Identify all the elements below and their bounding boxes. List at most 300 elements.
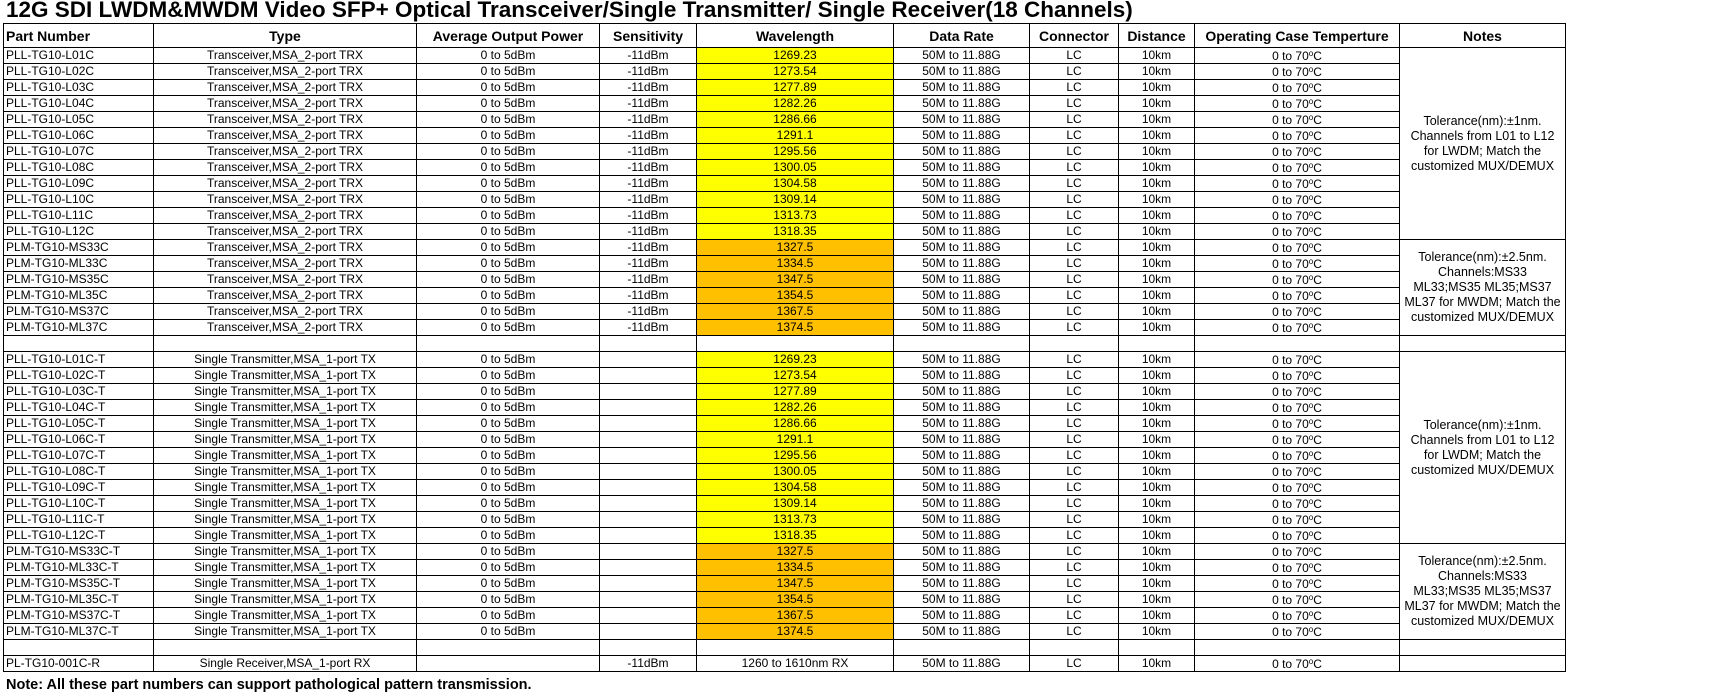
cell-part-number[interactable]: PLL-TG10-L03C bbox=[4, 80, 154, 96]
cell-type[interactable]: Single Transmitter,MSA_1-port TX bbox=[154, 576, 417, 592]
cell-sensitivity[interactable]: -11dBm bbox=[600, 304, 697, 320]
cell-type[interactable]: Single Transmitter,MSA_1-port TX bbox=[154, 464, 417, 480]
cell-connector[interactable]: LC bbox=[1030, 464, 1119, 480]
cell-data-rate[interactable]: 50M to 11.88G bbox=[894, 608, 1030, 624]
cell-type[interactable]: Transceiver,MSA_2-port TRX bbox=[154, 224, 417, 240]
cell-part-number[interactable]: PLM-TG10-ML33C bbox=[4, 256, 154, 272]
cell-wavelength[interactable]: 1334.5 bbox=[697, 560, 894, 576]
cell-distance[interactable]: 10km bbox=[1119, 416, 1195, 432]
cell-avg-output-power[interactable]: 0 to 5dBm bbox=[417, 112, 600, 128]
cell-distance[interactable]: 10km bbox=[1119, 256, 1195, 272]
cell-wavelength[interactable]: 1273.54 bbox=[697, 368, 894, 384]
header-connector[interactable]: Connector bbox=[1030, 24, 1119, 48]
cell-distance[interactable]: 10km bbox=[1119, 656, 1195, 672]
cell-connector[interactable]: LC bbox=[1030, 304, 1119, 320]
cell-data-rate[interactable]: 50M to 11.88G bbox=[894, 144, 1030, 160]
cell-data-rate[interactable]: 50M to 11.88G bbox=[894, 592, 1030, 608]
cell-sensitivity[interactable] bbox=[600, 400, 697, 416]
cell-wavelength[interactable]: 1286.66 bbox=[697, 416, 894, 432]
cell-operating-temp[interactable] bbox=[1195, 64, 1400, 80]
cell-operating-temp[interactable] bbox=[1195, 432, 1400, 448]
cell-type[interactable]: Transceiver,MSA_2-port TRX bbox=[154, 112, 417, 128]
cell-type[interactable]: Transceiver,MSA_2-port TRX bbox=[154, 240, 417, 256]
cell-avg-output-power[interactable]: 0 to 5dBm bbox=[417, 560, 600, 576]
cell-connector[interactable]: LC bbox=[1030, 432, 1119, 448]
cell-distance[interactable]: 10km bbox=[1119, 544, 1195, 560]
cell-connector[interactable]: LC bbox=[1030, 224, 1119, 240]
cell-sensitivity[interactable]: -11dBm bbox=[600, 160, 697, 176]
cell-connector[interactable]: LC bbox=[1030, 448, 1119, 464]
cell-connector[interactable]: LC bbox=[1030, 112, 1119, 128]
cell-avg-output-power[interactable]: 0 to 5dBm bbox=[417, 288, 600, 304]
cell-data-rate[interactable]: 50M to 11.88G bbox=[894, 560, 1030, 576]
cell-type[interactable]: Transceiver,MSA_2-port TRX bbox=[154, 128, 417, 144]
cell-operating-temp[interactable] bbox=[1195, 608, 1400, 624]
cell-data-rate[interactable]: 50M to 11.88G bbox=[894, 480, 1030, 496]
cell-data-rate[interactable]: 50M to 11.88G bbox=[894, 576, 1030, 592]
cell-data-rate[interactable]: 50M to 11.88G bbox=[894, 112, 1030, 128]
cell-connector[interactable]: LC bbox=[1030, 480, 1119, 496]
cell-sensitivity[interactable]: -11dBm bbox=[600, 80, 697, 96]
cell-avg-output-power[interactable]: 0 to 5dBm bbox=[417, 304, 600, 320]
cell-sensitivity[interactable]: -11dBm bbox=[600, 112, 697, 128]
cell-connector[interactable]: LC bbox=[1030, 144, 1119, 160]
cell-connector[interactable]: LC bbox=[1030, 208, 1119, 224]
cell-type[interactable]: Transceiver,MSA_2-port TRX bbox=[154, 80, 417, 96]
cell-part-number[interactable]: PLL-TG10-L02C bbox=[4, 64, 154, 80]
cell-data-rate[interactable]: 50M to 11.88G bbox=[894, 256, 1030, 272]
cell-wavelength[interactable]: 1327.5 bbox=[697, 544, 894, 560]
cell-type[interactable]: Single Transmitter,MSA_1-port TX bbox=[154, 544, 417, 560]
cell-sensitivity[interactable] bbox=[600, 416, 697, 432]
cell-data-rate[interactable]: 50M to 11.88G bbox=[894, 48, 1030, 64]
cell-type[interactable]: Single Transmitter,MSA_1-port TX bbox=[154, 624, 417, 640]
cell-data-rate[interactable]: 50M to 11.88G bbox=[894, 544, 1030, 560]
cell-connector[interactable]: LC bbox=[1030, 96, 1119, 112]
cell-sensitivity[interactable] bbox=[600, 512, 697, 528]
cell-part-number[interactable]: PLL-TG10-L12C bbox=[4, 224, 154, 240]
cell-avg-output-power[interactable]: 0 to 5dBm bbox=[417, 592, 600, 608]
cell-data-rate[interactable]: 50M to 11.88G bbox=[894, 496, 1030, 512]
cell-data-rate[interactable]: 50M to 11.88G bbox=[894, 368, 1030, 384]
cell-data-rate[interactable]: 50M to 11.88G bbox=[894, 432, 1030, 448]
header-wavelength[interactable]: Wavelength bbox=[697, 24, 894, 48]
cell-type[interactable]: Transceiver,MSA_2-port TRX bbox=[154, 96, 417, 112]
cell-data-rate[interactable]: 50M to 11.88G bbox=[894, 320, 1030, 336]
cell-distance[interactable]: 10km bbox=[1119, 112, 1195, 128]
cell-data-rate[interactable]: 50M to 11.88G bbox=[894, 448, 1030, 464]
cell-operating-temp[interactable] bbox=[1195, 480, 1400, 496]
cell-part-number[interactable]: PLM-TG10-ML33C-T bbox=[4, 560, 154, 576]
cell-operating-temp[interactable] bbox=[1195, 368, 1400, 384]
cell-operating-temp[interactable] bbox=[1195, 400, 1400, 416]
cell-type[interactable]: Transceiver,MSA_2-port TRX bbox=[154, 144, 417, 160]
cell-operating-temp[interactable] bbox=[1195, 624, 1400, 640]
header-type[interactable]: Type bbox=[154, 24, 417, 48]
cell-type[interactable]: Transceiver,MSA_2-port TRX bbox=[154, 176, 417, 192]
cell-avg-output-power[interactable]: 0 to 5dBm bbox=[417, 464, 600, 480]
cell-operating-temp[interactable] bbox=[1195, 448, 1400, 464]
cell-part-number[interactable]: PLM-TG10-ML37C-T bbox=[4, 624, 154, 640]
cell-wavelength[interactable]: 1291.1 bbox=[697, 432, 894, 448]
cell-operating-temp[interactable] bbox=[1195, 384, 1400, 400]
cell-part-number[interactable]: PLL-TG10-L01C bbox=[4, 48, 154, 64]
cell-distance[interactable]: 10km bbox=[1119, 608, 1195, 624]
cell-distance[interactable]: 10km bbox=[1119, 96, 1195, 112]
cell-wavelength[interactable]: 1269.23 bbox=[697, 352, 894, 368]
cell-type[interactable]: Single Transmitter,MSA_1-port TX bbox=[154, 592, 417, 608]
cell-data-rate[interactable]: 50M to 11.88G bbox=[894, 80, 1030, 96]
cell-operating-temp[interactable] bbox=[1195, 464, 1400, 480]
cell-wavelength[interactable]: 1300.05 bbox=[697, 464, 894, 480]
cell-part-number[interactable]: PLL-TG10-L12C-T bbox=[4, 528, 154, 544]
cell-wavelength[interactable]: 1327.5 bbox=[697, 240, 894, 256]
cell-distance[interactable]: 10km bbox=[1119, 496, 1195, 512]
cell-operating-temp[interactable] bbox=[1195, 304, 1400, 320]
cell-sensitivity[interactable]: -11dBm bbox=[600, 320, 697, 336]
cell-connector[interactable]: LC bbox=[1030, 384, 1119, 400]
cell-data-rate[interactable]: 50M to 11.88G bbox=[894, 464, 1030, 480]
cell-part-number[interactable]: PLM-TG10-MS35C-T bbox=[4, 576, 154, 592]
cell-avg-output-power[interactable]: 0 to 5dBm bbox=[417, 480, 600, 496]
cell-wavelength[interactable]: 1374.5 bbox=[697, 320, 894, 336]
cell-data-rate[interactable]: 50M to 11.88G bbox=[894, 416, 1030, 432]
cell-sensitivity[interactable]: -11dBm bbox=[600, 128, 697, 144]
cell-sensitivity[interactable] bbox=[600, 608, 697, 624]
cell-connector[interactable]: LC bbox=[1030, 656, 1119, 672]
cell-distance[interactable]: 10km bbox=[1119, 64, 1195, 80]
cell-connector[interactable]: LC bbox=[1030, 240, 1119, 256]
cell-avg-output-power[interactable]: 0 to 5dBm bbox=[417, 64, 600, 80]
cell-type[interactable]: Single Transmitter,MSA_1-port TX bbox=[154, 400, 417, 416]
cell-connector[interactable]: LC bbox=[1030, 160, 1119, 176]
cell-sensitivity[interactable] bbox=[600, 496, 697, 512]
cell-type[interactable]: Single Transmitter,MSA_1-port TX bbox=[154, 416, 417, 432]
cell-operating-temp[interactable] bbox=[1195, 320, 1400, 336]
cell-type[interactable]: Single Transmitter,MSA_1-port TX bbox=[154, 448, 417, 464]
cell-wavelength[interactable]: 1354.5 bbox=[697, 592, 894, 608]
cell-type[interactable]: Single Receiver,MSA_1-port RX bbox=[154, 656, 417, 672]
empty-cell[interactable] bbox=[1195, 640, 1400, 656]
cell-type[interactable]: Single Transmitter,MSA_1-port TX bbox=[154, 528, 417, 544]
cell-sensitivity[interactable] bbox=[600, 544, 697, 560]
cell-avg-output-power[interactable]: 0 to 5dBm bbox=[417, 624, 600, 640]
cell-sensitivity[interactable]: -11dBm bbox=[600, 208, 697, 224]
cell-part-number[interactable]: PLL-TG10-L05C-T bbox=[4, 416, 154, 432]
cell-wavelength[interactable]: 1309.14 bbox=[697, 192, 894, 208]
cell-avg-output-power[interactable]: 0 to 5dBm bbox=[417, 128, 600, 144]
cell-distance[interactable]: 10km bbox=[1119, 304, 1195, 320]
header-avg-output-power[interactable]: Average Output Power bbox=[417, 24, 600, 48]
cell-type[interactable]: Single Transmitter,MSA_1-port TX bbox=[154, 432, 417, 448]
empty-cell[interactable] bbox=[600, 640, 697, 656]
cell-data-rate[interactable]: 50M to 11.88G bbox=[894, 624, 1030, 640]
cell-wavelength[interactable]: 1354.5 bbox=[697, 288, 894, 304]
empty-cell[interactable] bbox=[1030, 336, 1119, 352]
header-part-number[interactable]: Part Number bbox=[4, 24, 154, 48]
cell-connector[interactable]: LC bbox=[1030, 368, 1119, 384]
cell-connector[interactable]: LC bbox=[1030, 128, 1119, 144]
cell-data-rate[interactable]: 50M to 11.88G bbox=[894, 128, 1030, 144]
cell-avg-output-power[interactable] bbox=[417, 656, 600, 672]
cell-distance[interactable]: 10km bbox=[1119, 480, 1195, 496]
cell-operating-temp[interactable] bbox=[1195, 128, 1400, 144]
cell-part-number[interactable]: PLL-TG10-L06C bbox=[4, 128, 154, 144]
cell-connector[interactable]: LC bbox=[1030, 560, 1119, 576]
cell-distance[interactable]: 10km bbox=[1119, 624, 1195, 640]
cell-operating-temp[interactable] bbox=[1195, 512, 1400, 528]
cell-sensitivity[interactable] bbox=[600, 432, 697, 448]
cell-avg-output-power[interactable]: 0 to 5dBm bbox=[417, 144, 600, 160]
cell-wavelength[interactable]: 1291.1 bbox=[697, 128, 894, 144]
cell-avg-output-power[interactable]: 0 to 5dBm bbox=[417, 240, 600, 256]
cell-operating-temp[interactable] bbox=[1195, 176, 1400, 192]
cell-type[interactable]: Transceiver,MSA_2-port TRX bbox=[154, 304, 417, 320]
cell-distance[interactable]: 10km bbox=[1119, 288, 1195, 304]
cell-avg-output-power[interactable]: 0 to 5dBm bbox=[417, 528, 600, 544]
cell-part-number[interactable]: PLL-TG10-L03C-T bbox=[4, 384, 154, 400]
cell-data-rate[interactable]: 50M to 11.88G bbox=[894, 656, 1030, 672]
cell-sensitivity[interactable] bbox=[600, 480, 697, 496]
cell-part-number[interactable]: PLM-TG10-MS35C bbox=[4, 272, 154, 288]
cell-data-rate[interactable]: 50M to 11.88G bbox=[894, 512, 1030, 528]
cell-sensitivity[interactable]: -11dBm bbox=[600, 144, 697, 160]
cell-sensitivity[interactable] bbox=[600, 592, 697, 608]
cell-data-rate[interactable]: 50M to 11.88G bbox=[894, 224, 1030, 240]
cell-data-rate[interactable]: 50M to 11.88G bbox=[894, 240, 1030, 256]
empty-cell[interactable] bbox=[154, 336, 417, 352]
cell-part-number[interactable]: PLL-TG10-L09C-T bbox=[4, 480, 154, 496]
cell-avg-output-power[interactable]: 0 to 5dBm bbox=[417, 320, 600, 336]
cell-part-number[interactable]: PL-TG10-001C-R bbox=[4, 656, 154, 672]
empty-cell[interactable] bbox=[4, 336, 154, 352]
cell-distance[interactable]: 10km bbox=[1119, 240, 1195, 256]
cell-sensitivity[interactable]: -11dBm bbox=[600, 256, 697, 272]
cell-sensitivity[interactable]: -11dBm bbox=[600, 48, 697, 64]
cell-operating-temp[interactable] bbox=[1195, 496, 1400, 512]
cell-type[interactable]: Single Transmitter,MSA_1-port TX bbox=[154, 608, 417, 624]
cell-sensitivity[interactable] bbox=[600, 448, 697, 464]
cell-wavelength[interactable]: 1318.35 bbox=[697, 528, 894, 544]
cell-part-number[interactable]: PLL-TG10-L01C-T bbox=[4, 352, 154, 368]
cell-operating-temp[interactable] bbox=[1195, 256, 1400, 272]
cell-connector[interactable]: LC bbox=[1030, 80, 1119, 96]
cell-connector[interactable]: LC bbox=[1030, 320, 1119, 336]
cell-part-number[interactable]: PLL-TG10-L02C-T bbox=[4, 368, 154, 384]
cell-data-rate[interactable]: 50M to 11.88G bbox=[894, 352, 1030, 368]
cell-operating-temp[interactable] bbox=[1195, 80, 1400, 96]
cell-avg-output-power[interactable]: 0 to 5dBm bbox=[417, 96, 600, 112]
cell-type[interactable]: Transceiver,MSA_2-port TRX bbox=[154, 272, 417, 288]
cell-operating-temp[interactable] bbox=[1195, 96, 1400, 112]
cell-data-rate[interactable]: 50M to 11.88G bbox=[894, 160, 1030, 176]
cell-wavelength[interactable]: 1295.56 bbox=[697, 448, 894, 464]
cell-operating-temp[interactable] bbox=[1195, 112, 1400, 128]
cell-type[interactable]: Transceiver,MSA_2-port TRX bbox=[154, 64, 417, 80]
cell-distance[interactable]: 10km bbox=[1119, 400, 1195, 416]
cell-part-number[interactable]: PLM-TG10-ML35C bbox=[4, 288, 154, 304]
cell-avg-output-power[interactable]: 0 to 5dBm bbox=[417, 208, 600, 224]
cell-data-rate[interactable]: 50M to 11.88G bbox=[894, 304, 1030, 320]
cell-avg-output-power[interactable]: 0 to 5dBm bbox=[417, 224, 600, 240]
cell-part-number[interactable]: PLL-TG10-L07C-T bbox=[4, 448, 154, 464]
cell-wavelength[interactable]: 1286.66 bbox=[697, 112, 894, 128]
cell-operating-temp[interactable] bbox=[1195, 240, 1400, 256]
cell-part-number[interactable]: PLL-TG10-L07C bbox=[4, 144, 154, 160]
cell-distance[interactable]: 10km bbox=[1119, 592, 1195, 608]
cell-type[interactable]: Transceiver,MSA_2-port TRX bbox=[154, 160, 417, 176]
cell-wavelength[interactable]: 1282.26 bbox=[697, 96, 894, 112]
cell-wavelength[interactable]: 1304.58 bbox=[697, 176, 894, 192]
cell-type[interactable]: Transceiver,MSA_2-port TRX bbox=[154, 288, 417, 304]
cell-data-rate[interactable]: 50M to 11.88G bbox=[894, 400, 1030, 416]
cell-part-number[interactable]: PLL-TG10-L11C-T bbox=[4, 512, 154, 528]
cell-wavelength[interactable]: 1295.56 bbox=[697, 144, 894, 160]
cell-distance[interactable]: 10km bbox=[1119, 176, 1195, 192]
cell-avg-output-power[interactable]: 0 to 5dBm bbox=[417, 576, 600, 592]
cell-distance[interactable]: 10km bbox=[1119, 560, 1195, 576]
cell-distance[interactable]: 10km bbox=[1119, 272, 1195, 288]
cell-part-number[interactable]: PLL-TG10-L04C bbox=[4, 96, 154, 112]
cell-avg-output-power[interactable]: 0 to 5dBm bbox=[417, 176, 600, 192]
cell-wavelength[interactable]: 1374.5 bbox=[697, 624, 894, 640]
cell-wavelength[interactable]: 1300.05 bbox=[697, 160, 894, 176]
header-distance[interactable]: Distance bbox=[1119, 24, 1195, 48]
cell-type[interactable]: Single Transmitter,MSA_1-port TX bbox=[154, 512, 417, 528]
empty-cell[interactable] bbox=[1400, 336, 1566, 352]
notes-cell[interactable]: Tolerance(nm):±2.5nm. Channels:MS33 ML33;MS35 ML35;MS37 ML37 for MWDM; Match the customized MUX/DEMUX bbox=[1400, 240, 1566, 336]
empty-cell[interactable] bbox=[154, 640, 417, 656]
cell-avg-output-power[interactable]: 0 to 5dBm bbox=[417, 160, 600, 176]
cell-connector[interactable]: LC bbox=[1030, 352, 1119, 368]
cell-data-rate[interactable]: 50M to 11.88G bbox=[894, 288, 1030, 304]
cell-part-number[interactable]: PLM-TG10-MS37C-T bbox=[4, 608, 154, 624]
cell-part-number[interactable]: PLL-TG10-L08C-T bbox=[4, 464, 154, 480]
cell-part-number[interactable]: PLM-TG10-ML37C bbox=[4, 320, 154, 336]
cell-distance[interactable]: 10km bbox=[1119, 128, 1195, 144]
cell-connector[interactable]: LC bbox=[1030, 416, 1119, 432]
empty-cell[interactable] bbox=[1119, 640, 1195, 656]
empty-cell[interactable] bbox=[1195, 336, 1400, 352]
cell-type[interactable]: Single Transmitter,MSA_1-port TX bbox=[154, 352, 417, 368]
cell-connector[interactable]: LC bbox=[1030, 256, 1119, 272]
cell-part-number[interactable]: PLM-TG10-MS33C bbox=[4, 240, 154, 256]
cell-distance[interactable]: 10km bbox=[1119, 448, 1195, 464]
cell-avg-output-power[interactable]: 0 to 5dBm bbox=[417, 352, 600, 368]
header-operating-temp[interactable]: Operating Case Temperture bbox=[1195, 24, 1400, 48]
cell-distance[interactable]: 10km bbox=[1119, 224, 1195, 240]
cell-operating-temp[interactable] bbox=[1195, 288, 1400, 304]
empty-cell[interactable] bbox=[697, 336, 894, 352]
cell-avg-output-power[interactable]: 0 to 5dBm bbox=[417, 416, 600, 432]
cell-connector[interactable]: LC bbox=[1030, 176, 1119, 192]
cell-data-rate[interactable]: 50M to 11.88G bbox=[894, 176, 1030, 192]
cell-distance[interactable]: 10km bbox=[1119, 576, 1195, 592]
cell-wavelength[interactable]: 1313.73 bbox=[697, 208, 894, 224]
cell-type[interactable]: Transceiver,MSA_2-port TRX bbox=[154, 320, 417, 336]
empty-cell[interactable] bbox=[1119, 336, 1195, 352]
cell-sensitivity[interactable] bbox=[600, 528, 697, 544]
cell-avg-output-power[interactable]: 0 to 5dBm bbox=[417, 80, 600, 96]
cell-type[interactable]: Transceiver,MSA_2-port TRX bbox=[154, 256, 417, 272]
cell-avg-output-power[interactable]: 0 to 5dBm bbox=[417, 496, 600, 512]
cell-type[interactable]: Transceiver,MSA_2-port TRX bbox=[154, 208, 417, 224]
cell-wavelength[interactable]: 1309.14 bbox=[697, 496, 894, 512]
cell-sensitivity[interactable] bbox=[600, 384, 697, 400]
cell-distance[interactable]: 10km bbox=[1119, 512, 1195, 528]
cell-sensitivity[interactable] bbox=[600, 352, 697, 368]
cell-connector[interactable]: LC bbox=[1030, 592, 1119, 608]
cell-operating-temp[interactable] bbox=[1195, 560, 1400, 576]
cell-part-number[interactable]: PLL-TG10-L04C-T bbox=[4, 400, 154, 416]
cell-avg-output-power[interactable]: 0 to 5dBm bbox=[417, 400, 600, 416]
cell-type[interactable]: Single Transmitter,MSA_1-port TX bbox=[154, 384, 417, 400]
cell-part-number[interactable]: PLL-TG10-L10C bbox=[4, 192, 154, 208]
cell-distance[interactable]: 10km bbox=[1119, 160, 1195, 176]
cell-wavelength[interactable]: 1304.58 bbox=[697, 480, 894, 496]
cell-operating-temp[interactable] bbox=[1195, 576, 1400, 592]
cell-distance[interactable]: 10km bbox=[1119, 464, 1195, 480]
notes-cell[interactable]: Tolerance(nm):±1nm. Channels from L01 to L12 for LWDM; Match the customized MUX/DEMUX bbox=[1400, 48, 1566, 240]
cell-operating-temp[interactable] bbox=[1195, 272, 1400, 288]
cell-connector[interactable]: LC bbox=[1030, 512, 1119, 528]
cell-avg-output-power[interactable]: 0 to 5dBm bbox=[417, 192, 600, 208]
cell-wavelength[interactable]: 1347.5 bbox=[697, 272, 894, 288]
cell-wavelength[interactable]: 1273.54 bbox=[697, 64, 894, 80]
cell-wavelength[interactable]: 1260 to 1610nm RX bbox=[697, 656, 894, 672]
empty-cell[interactable] bbox=[4, 640, 154, 656]
cell-part-number[interactable]: PLL-TG10-L11C bbox=[4, 208, 154, 224]
cell-avg-output-power[interactable]: 0 to 5dBm bbox=[417, 432, 600, 448]
cell-operating-temp[interactable] bbox=[1195, 544, 1400, 560]
header-notes[interactable]: Notes bbox=[1400, 24, 1566, 48]
notes-cell[interactable] bbox=[1400, 656, 1566, 672]
cell-sensitivity[interactable] bbox=[600, 560, 697, 576]
cell-wavelength[interactable]: 1347.5 bbox=[697, 576, 894, 592]
cell-part-number[interactable]: PLL-TG10-L06C-T bbox=[4, 432, 154, 448]
cell-connector[interactable]: LC bbox=[1030, 608, 1119, 624]
cell-sensitivity[interactable]: -11dBm bbox=[600, 192, 697, 208]
header-data-rate[interactable]: Data Rate bbox=[894, 24, 1030, 48]
cell-operating-temp[interactable] bbox=[1195, 160, 1400, 176]
cell-avg-output-power[interactable]: 0 to 5dBm bbox=[417, 256, 600, 272]
cell-operating-temp[interactable] bbox=[1195, 528, 1400, 544]
cell-operating-temp[interactable] bbox=[1195, 208, 1400, 224]
cell-connector[interactable]: LC bbox=[1030, 400, 1119, 416]
cell-connector[interactable]: LC bbox=[1030, 48, 1119, 64]
cell-type[interactable]: Single Transmitter,MSA_1-port TX bbox=[154, 560, 417, 576]
cell-type[interactable]: Single Transmitter,MSA_1-port TX bbox=[154, 368, 417, 384]
notes-cell[interactable]: Tolerance(nm):±2.5nm. Channels:MS33 ML33;MS35 ML35;MS37 ML37 for MWDM; Match the customized MUX/DEMUX bbox=[1400, 544, 1566, 640]
header-sensitivity[interactable]: Sensitivity bbox=[600, 24, 697, 48]
cell-distance[interactable]: 10km bbox=[1119, 192, 1195, 208]
empty-cell[interactable] bbox=[697, 640, 894, 656]
cell-sensitivity[interactable] bbox=[600, 368, 697, 384]
cell-type[interactable]: Single Transmitter,MSA_1-port TX bbox=[154, 496, 417, 512]
cell-distance[interactable]: 10km bbox=[1119, 528, 1195, 544]
cell-operating-temp[interactable] bbox=[1195, 144, 1400, 160]
cell-wavelength[interactable]: 1367.5 bbox=[697, 304, 894, 320]
cell-type[interactable]: Single Transmitter,MSA_1-port TX bbox=[154, 480, 417, 496]
cell-wavelength[interactable]: 1313.73 bbox=[697, 512, 894, 528]
cell-avg-output-power[interactable]: 0 to 5dBm bbox=[417, 544, 600, 560]
cell-avg-output-power[interactable]: 0 to 5dBm bbox=[417, 272, 600, 288]
cell-distance[interactable]: 10km bbox=[1119, 144, 1195, 160]
cell-wavelength[interactable]: 1282.26 bbox=[697, 400, 894, 416]
cell-operating-temp[interactable] bbox=[1195, 192, 1400, 208]
empty-cell[interactable] bbox=[1400, 640, 1566, 656]
cell-part-number[interactable]: PLM-TG10-MS33C-T bbox=[4, 544, 154, 560]
